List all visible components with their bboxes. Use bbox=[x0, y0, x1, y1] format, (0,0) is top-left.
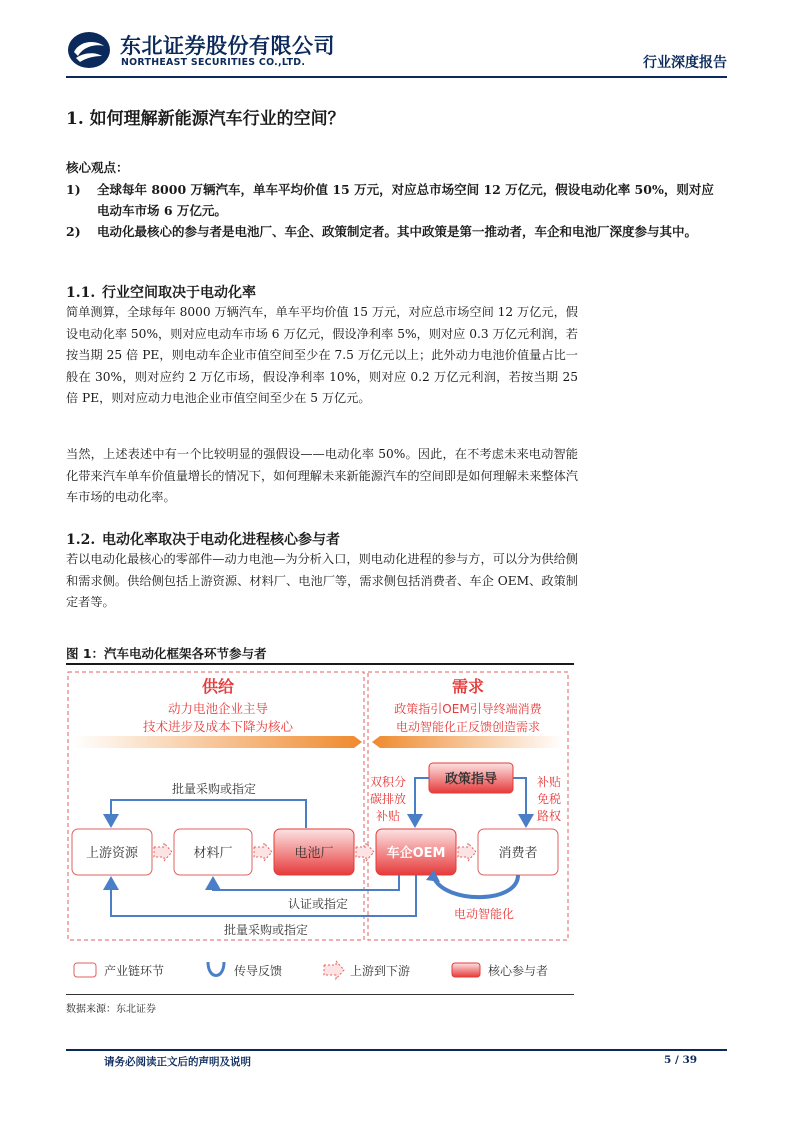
legend-flow-swatch bbox=[324, 961, 344, 979]
brand-name-cn: 东北证券股份有限公司 bbox=[120, 34, 335, 58]
key-point-1 bbox=[66, 179, 726, 221]
bulk-purchase-top-label: 批量采购或指定 bbox=[171, 782, 257, 796]
legend-chain-label: 产业链环节 bbox=[104, 964, 165, 978]
supply-label: 供给 bbox=[201, 677, 235, 696]
consumer-node-label: 消费者 bbox=[498, 846, 538, 861]
brand-name-en: NORTHEAST SECURITIES CO.,LTD. bbox=[121, 57, 306, 68]
figure-bottom-rule bbox=[66, 994, 574, 995]
policy-left-label-2: 碳排放 bbox=[369, 792, 407, 806]
footer-disclaimer: 请务必阅读正文后的声明及说明 bbox=[104, 1056, 251, 1068]
material-node-label: 材料厂 bbox=[193, 846, 233, 861]
policy-node-label: 政策指导 bbox=[444, 772, 498, 787]
supply-line-2: 技术进步及成本下降为核心 bbox=[142, 719, 294, 734]
policy-left-label-3: 补贴 bbox=[375, 809, 401, 823]
bulk-purchase-bottom-label: 批量采购或指定 bbox=[223, 923, 309, 937]
legend-feedback-label: 传导反馈 bbox=[234, 964, 283, 978]
upstream-node-label: 上游资源 bbox=[85, 846, 139, 861]
figure-title: 图 1：汽车电动化框架各环节参与者 bbox=[66, 646, 267, 661]
policy-to-oem-arrow bbox=[415, 778, 429, 826]
demand-line-2: 电动智能化正反馈创造需求 bbox=[395, 720, 541, 734]
smart-feedback-label: 电动智能化 bbox=[453, 907, 515, 921]
flow-arrow-oem-consumer bbox=[458, 843, 476, 861]
policy-right-label-1: 补贴 bbox=[536, 775, 562, 789]
report-type: 行业深度报告 bbox=[643, 55, 727, 71]
figure-source: 数据来源：东北证券 bbox=[66, 1004, 156, 1015]
company-logo-icon bbox=[66, 30, 112, 70]
certification-label: 认证或指定 bbox=[287, 897, 349, 911]
key-point-number: 1) bbox=[66, 182, 81, 197]
bulk-purchase-bottom-arrow bbox=[111, 875, 416, 916]
footer-divider bbox=[66, 1049, 727, 1051]
section-1-heading: 1. 如何理解新能源汽车行业的空间？ bbox=[66, 109, 345, 129]
oem-node-label: 车企OEM bbox=[386, 846, 446, 861]
demand-label: 需求 bbox=[451, 677, 485, 696]
policy-right-label-3: 路权 bbox=[536, 809, 562, 823]
section-title: 行业空间取决于电动化率 bbox=[102, 285, 256, 301]
legend-core-label: 核心参与者 bbox=[488, 964, 549, 978]
header-divider bbox=[66, 76, 727, 78]
section-title: 电动化率取决于电动化进程核心参与者 bbox=[102, 532, 340, 548]
key-points-title: 核心观点： bbox=[66, 160, 129, 175]
key-point-text: 电动化最核心的参与者是电池厂、车企、政策制定者。其中政策是第一推动者，车企和电池厂深度参与其中。 bbox=[97, 224, 698, 239]
section-1-1-paragraph-1: 简单测算，全球每年 8000 万辆汽车，单车平均价值 15 万元，对应总市场空间 12 万亿元，假设电动化率 50%，则对应电动车市场 6 万亿元，假设净利率 5%，则对应 0.3 万亿元利润，若按当期 25 倍 PE，则电动车企业市值空间至少在 7.5 万亿元以上；此外动力电池价值量占比一般在 30%，则对应约 2 万亿市场，假设净利率 10%，则对应 0.2 万亿元利润，若按当期 25 倍 PE，则对应动力电池企业市值空间至少在 5 万亿元。 bbox=[66, 305, 578, 405]
supply-line-1: 动力电池企业主导 bbox=[167, 701, 269, 716]
legend-core-swatch bbox=[452, 963, 480, 977]
policy-left-label-1: 双积分 bbox=[369, 775, 407, 789]
legend-flow-label: 上游到下游 bbox=[350, 964, 411, 978]
key-point-number: 2) bbox=[66, 224, 81, 239]
page-number: 5 / 39 bbox=[664, 1054, 698, 1066]
certification-arrow bbox=[213, 875, 399, 890]
demand-line-1: 政策指引OEM引导终端消费 bbox=[394, 702, 542, 716]
smart-feedback-arrow bbox=[434, 875, 518, 897]
legend-chain-swatch bbox=[74, 963, 96, 977]
section-number: 1.2. bbox=[66, 532, 96, 548]
policy-right-label-2: 免税 bbox=[536, 792, 562, 806]
battery-node-label: 电池厂 bbox=[294, 846, 334, 861]
section-number: 1.1. bbox=[66, 285, 96, 301]
section-1-2-heading bbox=[66, 529, 340, 549]
section-1-1-paragraph-2: 当然，上述表述中有一个比较明显的强假设——电动化率 50%。因此，在不考虑未来电动智能化带来汽车单车价值量增长的情况下，如何理解未来新能源汽车的空间即是如何理解未来整体汽车市场的电动化率。 bbox=[66, 447, 578, 504]
policy-to-consumer-arrow bbox=[513, 778, 526, 826]
key-point-text: 全球每年 8000 万辆汽车，单车平均价值 15 万元，对应总市场空间 12 万亿元，假设电动化率 50%，则对应电动车市场 6 万亿元。 bbox=[97, 182, 714, 218]
ev-framework-diagram bbox=[66, 666, 574, 992]
figure-top-rule bbox=[66, 663, 574, 665]
flow-arrow-material-battery bbox=[254, 843, 272, 861]
section-1-1-heading bbox=[66, 282, 256, 302]
key-point-2 bbox=[66, 221, 726, 242]
flow-arrow-battery-oem bbox=[356, 843, 374, 861]
flow-arrow-upstream-material bbox=[154, 843, 172, 861]
legend-feedback-swatch bbox=[208, 962, 224, 976]
section-1-2-paragraph-1: 若以电动化最核心的零部件—动力电池—为分析入口，则电动化进程的参与方，可以分为供给侧和需求侧。供给侧包括上游资源、材料厂、电池厂等，需求侧包括消费者、车企 OEM、政策制定者等。 bbox=[66, 552, 578, 609]
supply-arrow bbox=[72, 736, 362, 748]
bulk-purchase-top-arrow bbox=[111, 800, 306, 828]
demand-arrow bbox=[372, 736, 564, 748]
